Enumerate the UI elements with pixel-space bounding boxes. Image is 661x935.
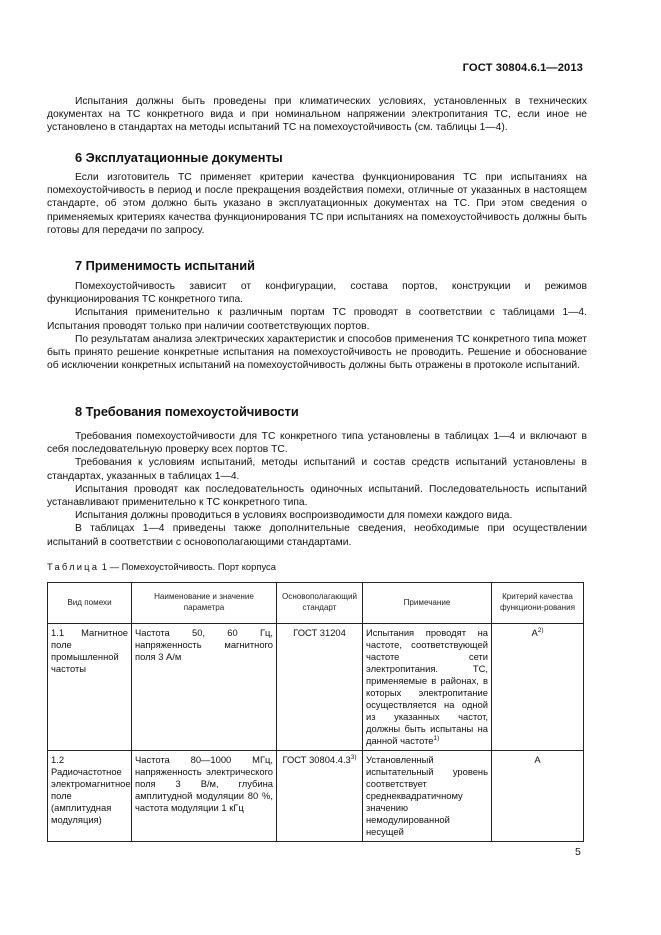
standard-text: ГОСТ 30804.4.3 (282, 754, 351, 765)
standard-id-header: ГОСТ 30804.6.1—2013 (462, 62, 583, 74)
section-8-paragraph: Требования к условиям испытаний, методы испытаний и состав средств испытаний установлены в стандартах, указанных в таблицах 1—4. (47, 457, 587, 482)
section-6-paragraph: Если изготовитель ТС применяет критерии качества функционирования ТС при испытаниях на помехоустойчивость в период и после прекращения воздействия помехи, отличные от указанных в настоящем стандарте, об этом должно быть указано в эксплуатационных документах на ТС. При этом сведения о применяемых критериях качества функционирования ТС при испытаниях на помехоустойчивость должны быть готовы для передачи по запросу. (47, 172, 587, 236)
section-7-paragraph: По результатам анализа электрических характеристик и способов применения ТС конкретного типа может быть принято решение конкретные испытания на помехоустойчивость не проводить. Решение и обоснование об исключении конкретных испытаний на помехоустойчивость должны быть отражены в протоколе испытаний. (47, 333, 587, 372)
column-header: Вид помехи (48, 583, 132, 624)
section-6 (47, 150, 587, 165)
note-footnote: 1) (433, 734, 440, 742)
page-number: 5 (575, 846, 581, 858)
criterion-text: А (531, 627, 538, 638)
standard-text: ГОСТ 31204 (293, 627, 346, 638)
column-header: Основополагающий стандарт (277, 583, 363, 624)
column-header: Примечание (363, 583, 492, 624)
table-caption-text: 1 — Помехоустойчивость. Порт корпуса (101, 561, 276, 572)
table-header-row (48, 583, 584, 624)
section-7 (47, 258, 587, 273)
cell-criterion (492, 624, 584, 751)
table-caption (47, 561, 276, 572)
column-header: Критерий качества функциони-рования (492, 583, 584, 624)
table-row (48, 624, 584, 751)
section-8-body (47, 430, 587, 549)
cell-standard (277, 624, 363, 751)
criterion-footnote: 2) (537, 626, 544, 634)
section-8-paragraph: Испытания должны проводиться в условиях воспроизводимости для помехи каждого вида. (75, 510, 513, 522)
section-8-paragraph: В таблицах 1—4 приведены также дополнительные сведения, необходимые при осуществлении испытаний в соответствии с основополагающими стандартами. (47, 523, 587, 548)
section-6-body (47, 171, 587, 237)
table-caption-label: Таблица (47, 561, 100, 572)
section-7-paragraph: Испытания применительно к различным портам ТС проводят в соответствии с таблицами 1—4. Испытания проводят только при наличии соответствующих портов. (47, 307, 587, 332)
note-text: Установленный испытательный уровень соответствует среднеквадратичному значению немодулированной несущей (366, 754, 488, 837)
table-row (48, 751, 584, 842)
cell-type: 1.1 Магнитное поле промышленной частоты (48, 624, 132, 751)
cell-parameter: Частота 80—1000 МГц, напряженность электрического поля 3 В/м, глубина амплитудной модуляции 80 %, частота модуляции 1 кГц (132, 751, 277, 842)
cell-note (363, 624, 492, 751)
section-6-title: 6 Эксплуатационные документы (75, 150, 283, 165)
section-8-paragraph: Требования помехоустойчивости для ТС конкретного типа установлены в таблицах 1—4 и включают в себя последовательную проверку всех портов ТС. (47, 431, 587, 456)
cell-standard (277, 751, 363, 842)
cell-parameter: Частота 50, 60 Гц, напряженность магнитного поля 3 А/м (132, 624, 277, 751)
column-header: Наименование и значение параметра (132, 583, 277, 624)
note-text: Испытания проводят на частоте, соответствующей частоте сети электропитания. ТС, применяемые в районах, в которых электропитание осуществляется на одной из указанных частот, должны быть испытаны на данной частоте (366, 627, 488, 746)
section-7-paragraph: Помехоустойчивость зависит от конфигурации, состава портов, конструкции и режимов функционирования ТС конкретного типа. (47, 281, 587, 306)
intro-block (47, 95, 587, 135)
section-8-title: 8 Требования помехоустойчивости (75, 404, 299, 419)
section-8 (47, 404, 587, 419)
cell-note (363, 751, 492, 842)
section-7-body (47, 280, 587, 372)
immunity-table (47, 582, 584, 842)
cell-type: 1.2 Радиочастотное электромагнитное поле (амплитудная модуляция) (48, 751, 132, 842)
cell-criterion (492, 751, 584, 842)
section-8-paragraph: Испытания проводят как последовательность одиночных испытаний. Последовательность испытаний устанавливают применительно к ТС конкретного типа. (47, 483, 587, 509)
intro-paragraph: Испытания должны быть проведены при климатических условиях, установленных в технических документах на ТС конкретного вида и при номинальном напряжении электропитания ТС, если иное не установлено в стандартах на методы испытаний ТС на помехоустойчивость (см. таблицы 1—4). (47, 96, 587, 134)
standard-footnote: 3) (350, 753, 357, 761)
section-7-title: 7 Применимость испытаний (75, 258, 255, 273)
criterion-text: А (534, 754, 541, 765)
